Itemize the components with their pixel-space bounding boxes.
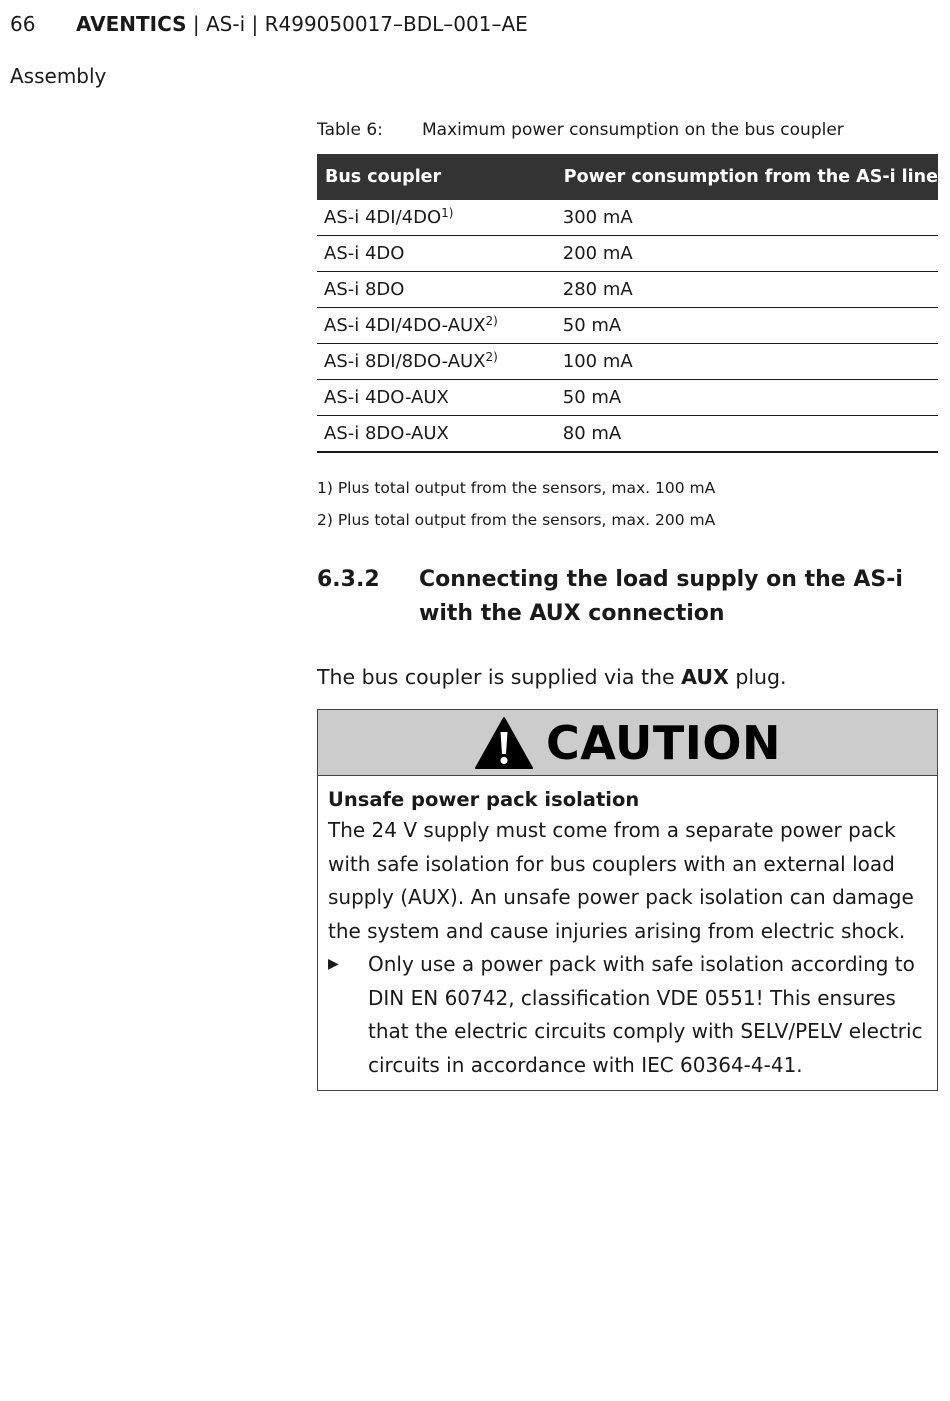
- caution-instruction-text: Only use a power pack with safe isolation according to DIN EN 60742, classification VDE 0551! This ensures that the electric circuits comply with SELV/PELV electric circuits in accordance with IEC 60364-4-41.: [368, 952, 923, 1077]
- power-cell: 100 mA: [556, 344, 938, 380]
- table-caption-text: Maximum power consumption on the bus coupler: [422, 120, 844, 140]
- caution-title: Unsafe power pack isolation: [328, 788, 640, 811]
- intro-paragraph: [317, 665, 787, 689]
- power-cell: 50 mA: [556, 308, 938, 344]
- caution-signal-word: CAUTION: [546, 715, 781, 770]
- bus-coupler-cell: [317, 272, 556, 308]
- caution-body: [318, 776, 937, 1082]
- caution-instruction: [328, 948, 927, 1082]
- table-row: [317, 236, 938, 272]
- page-number: 66: [10, 12, 36, 36]
- table-row: [317, 344, 938, 380]
- section-number: 6.3.2: [317, 567, 380, 592]
- table-caption: [317, 120, 844, 140]
- bus-coupler-cell: [317, 416, 556, 453]
- intro-emphasis: AUX: [681, 665, 729, 689]
- power-consumption-table: [317, 154, 938, 453]
- bus-coupler-name: AS-i 4DO-AUX: [324, 387, 449, 408]
- caution-box: [317, 709, 938, 1091]
- table-row: [317, 308, 938, 344]
- power-cell: 280 mA: [556, 272, 938, 308]
- brand-name: AVENTICS: [76, 12, 187, 36]
- footnote-ref: 2): [485, 350, 498, 364]
- bus-coupler-name: AS-i 8DI/8DO-AUX: [324, 351, 486, 372]
- table-row: [317, 380, 938, 416]
- power-cell: 300 mA: [556, 200, 938, 236]
- column-header-bus-coupler: Bus coupler: [317, 154, 556, 200]
- footnote-ref: 2): [485, 314, 498, 328]
- page-header: [10, 12, 528, 36]
- bus-coupler-name: AS-i 4DI/4DO-AUX: [324, 315, 486, 336]
- warning-triangle-icon: [474, 716, 534, 770]
- caution-text: The 24 V supply must come from a separate power pack with safe isolation for bus couplers with an external load supply (AUX). An unsafe power pack isolation can damage the system and cause injuries arising from electric shock.: [328, 818, 914, 943]
- bus-coupler-cell: [317, 308, 556, 344]
- table-row: [317, 272, 938, 308]
- section-title: Connecting the load supply on the AS-i with the AUX connection: [419, 567, 903, 626]
- power-cell: 50 mA: [556, 380, 938, 416]
- bus-coupler-name: AS-i 8DO: [324, 279, 405, 300]
- power-cell: 80 mA: [556, 416, 938, 453]
- bullet-arrow-icon: ▶: [328, 956, 339, 972]
- bus-coupler-name: AS-i 8DO-AUX: [324, 423, 449, 444]
- caution-header: [318, 710, 937, 776]
- bus-coupler-name: AS-i 4DO: [324, 243, 405, 264]
- intro-text-before: The bus coupler is supplied via the: [317, 665, 682, 689]
- footnote-2: 2) Plus total output from the sensors, max. 200 mA: [317, 511, 716, 529]
- chapter-label: Assembly: [10, 64, 107, 88]
- footnote-1: 1) Plus total output from the sensors, max. 100 mA: [317, 479, 716, 497]
- intro-text-after: plug.: [728, 665, 787, 689]
- document-info: | AS-i | R499050017–BDL–001–AE: [186, 12, 528, 36]
- bus-coupler-cell: [317, 344, 556, 380]
- column-header-power-consumption: Power consumption from the AS-i line: [556, 154, 938, 200]
- bus-coupler-name: AS-i 4DI/4DO: [324, 207, 442, 228]
- table-row: [317, 416, 938, 453]
- bus-coupler-cell: [317, 380, 556, 416]
- bus-coupler-cell: [317, 236, 556, 272]
- footnote-ref: 1): [441, 206, 454, 220]
- table-header-row: [317, 154, 938, 200]
- table-caption-number: Table 6:: [317, 120, 383, 140]
- table-row: [317, 200, 938, 236]
- bus-coupler-cell: [317, 200, 556, 236]
- power-cell: 200 mA: [556, 236, 938, 272]
